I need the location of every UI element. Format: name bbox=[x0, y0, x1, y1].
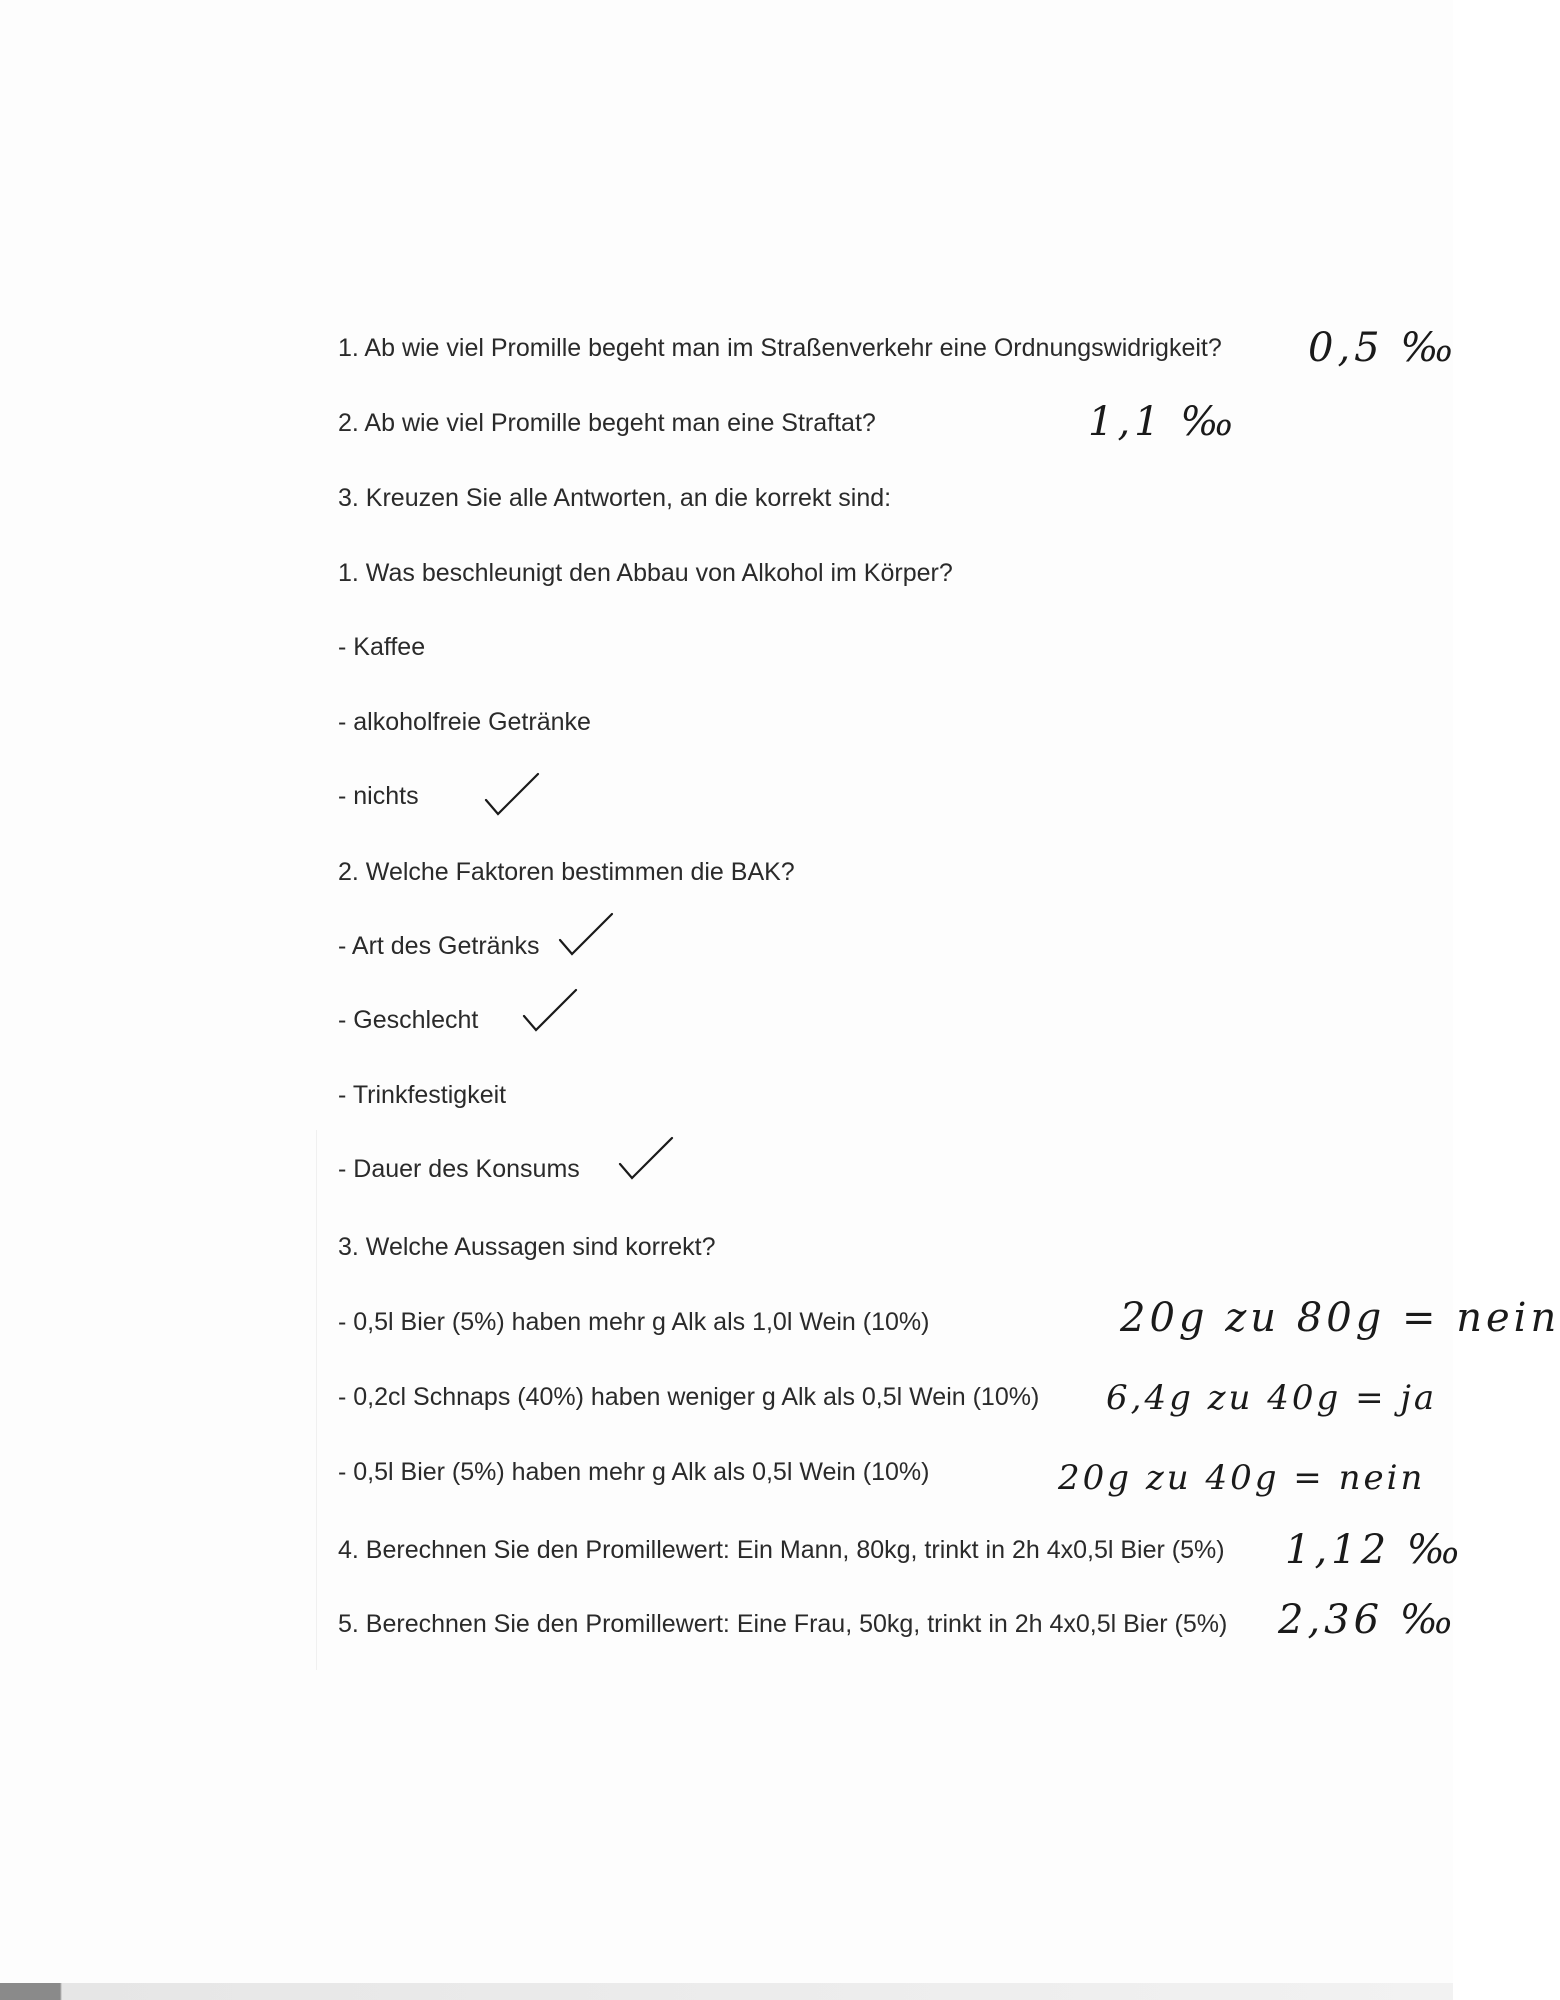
answer-2-handwritten: 1,1 ‰ bbox=[1088, 399, 1238, 445]
check-icon bbox=[556, 910, 616, 960]
subquestion-3-title: 3. Welche Aussagen sind korrekt? bbox=[338, 1233, 716, 1261]
question-4: 4. Berechnen Sie den Promillewert: Ein Mann, 80kg, trinkt in 2h 4x0,5l Bier (5%) bbox=[338, 1536, 1225, 1564]
subquestion-2-option-dauer: - Dauer des Konsums bbox=[338, 1155, 580, 1183]
question-1: 1. Ab wie viel Promille begeht man im Straßenverkehr eine Ordnungswidrigkeit? bbox=[338, 334, 1222, 362]
statement-c-handwritten: 20g zu 40g = nein bbox=[1058, 1458, 1426, 1498]
subquestion-3-statement-c: - 0,5l Bier (5%) haben mehr g Alk als 0,5l Wein (10%) bbox=[338, 1458, 930, 1486]
check-icon bbox=[520, 986, 580, 1036]
statement-b-handwritten: 6,4g zu 40g = ja bbox=[1106, 1378, 1438, 1418]
answer-4-handwritten: 1,12 ‰ bbox=[1285, 1527, 1465, 1573]
subquestion-1-option-kaffee: - Kaffee bbox=[338, 633, 426, 661]
subquestion-2-option-geschlecht: - Geschlecht bbox=[338, 1006, 479, 1034]
statement-a-handwritten: 20g zu 80g = nein bbox=[1120, 1295, 1560, 1341]
subquestion-2-title: 2. Welche Faktoren bestimmen die BAK? bbox=[338, 858, 795, 886]
question-2: 2. Ab wie viel Promille begeht man eine Straftat? bbox=[338, 409, 876, 437]
subquestion-3-statement-b: - 0,2cl Schnaps (40%) haben weniger g Alk als 0,5l Wein (10%) bbox=[338, 1383, 1040, 1411]
subquestion-2-option-art: - Art des Getränks bbox=[338, 932, 540, 960]
check-icon bbox=[616, 1134, 676, 1184]
scan-border-strip bbox=[0, 1983, 1453, 2000]
scan-edge-shadow bbox=[316, 1130, 317, 1670]
subquestion-1-option-nichts: - nichts bbox=[338, 782, 419, 810]
question-5: 5. Berechnen Sie den Promillewert: Eine Frau, 50kg, trinkt in 2h 4x0,5l Bier (5%) bbox=[338, 1610, 1228, 1638]
check-icon bbox=[482, 770, 542, 820]
subquestion-1-option-alkoholfrei: - alkoholfreie Getränke bbox=[338, 708, 591, 736]
subquestion-1-title: 1. Was beschleunigt den Abbau von Alkohol im Körper? bbox=[338, 559, 953, 587]
subquestion-2-option-trinkfestigkeit: - Trinkfestigkeit bbox=[338, 1081, 507, 1109]
answer-5-handwritten: 2,36 ‰ bbox=[1278, 1597, 1458, 1643]
question-3: 3. Kreuzen Sie alle Antworten, an die korrekt sind: bbox=[338, 484, 892, 512]
subquestion-3-statement-a: - 0,5l Bier (5%) haben mehr g Alk als 1,0l Wein (10%) bbox=[338, 1308, 930, 1336]
answer-1-handwritten: 0,5 ‰ bbox=[1308, 325, 1458, 371]
